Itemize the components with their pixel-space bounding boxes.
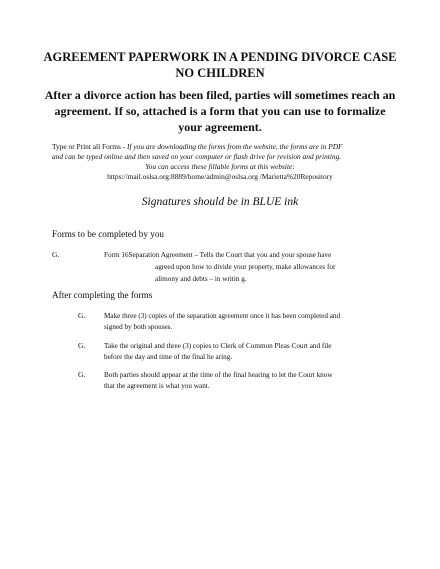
section2-item-3-bullet: G.	[78, 370, 86, 379]
title-line-1: AGREEMENT PAPERWORK IN A PENDING DIVORCE CASE	[43, 50, 397, 64]
instructions-italic: - If you are downloading the forms from the website, the forms are in PDF	[120, 142, 343, 151]
section2-item-1-bullet: G.	[78, 311, 86, 320]
section1-item-1-line-3: alimony and debts – in writin g.	[155, 275, 247, 283]
section1-heading: Forms to be completed by you	[52, 229, 165, 239]
lead-line-3: your agreement.	[178, 120, 262, 134]
signature-note: Signatures should be in BLUE ink	[141, 196, 299, 208]
section2-item-3-line-2: that the agreement is what you want.	[104, 382, 210, 390]
section1-item-1-line-2: agreed upon how to divide your property, make allowances for	[155, 263, 336, 271]
section2-item-3-line-1: Both parties should appear at the time of the final hearing to let the Court know	[104, 371, 333, 379]
section2-item-1-line-2: signed by both spouses.	[104, 323, 173, 331]
lead-line-1: After a divorce action has been filed, parties will sometimes reach an	[44, 88, 396, 102]
section2-item-2-line-1: Take the original and three (3) copies to Clerk of Common Pleas Court and file	[104, 342, 332, 350]
instructions-prefix: Type or Print all Forms	[52, 142, 121, 151]
instructions-line-3: You can access these fillable forms at this website:	[145, 162, 295, 171]
section2-item-2-bullet: G.	[78, 341, 86, 350]
instructions-line-1	[52, 142, 343, 152]
instructions-url[interactable]: https://mail.oslsa.org:8889/home/admin@oslsa.org /Marietta%20Repository	[107, 172, 333, 181]
section1-item-1-line-1: Form 16Separation Agreement – Tells the Court that you and your spouse have	[104, 251, 332, 259]
section2-item-1-line-1: Make three (3) copies of the separation agreement once it has been completed and	[104, 312, 341, 320]
lead-line-2: agreement. If so, attached is a form that you can use to formalize	[54, 104, 386, 118]
title-line-2: NO CHILDREN	[175, 66, 265, 80]
instructions-line-2: and can be typed online and then saved on your computer or flash drive for revision and printing.	[52, 152, 342, 161]
section2-heading: After completing the forms	[52, 290, 153, 300]
section2-item-2-line-2: before the day and time of the final he aring.	[104, 353, 233, 361]
section1-item-1-bullet: G.	[52, 250, 60, 259]
